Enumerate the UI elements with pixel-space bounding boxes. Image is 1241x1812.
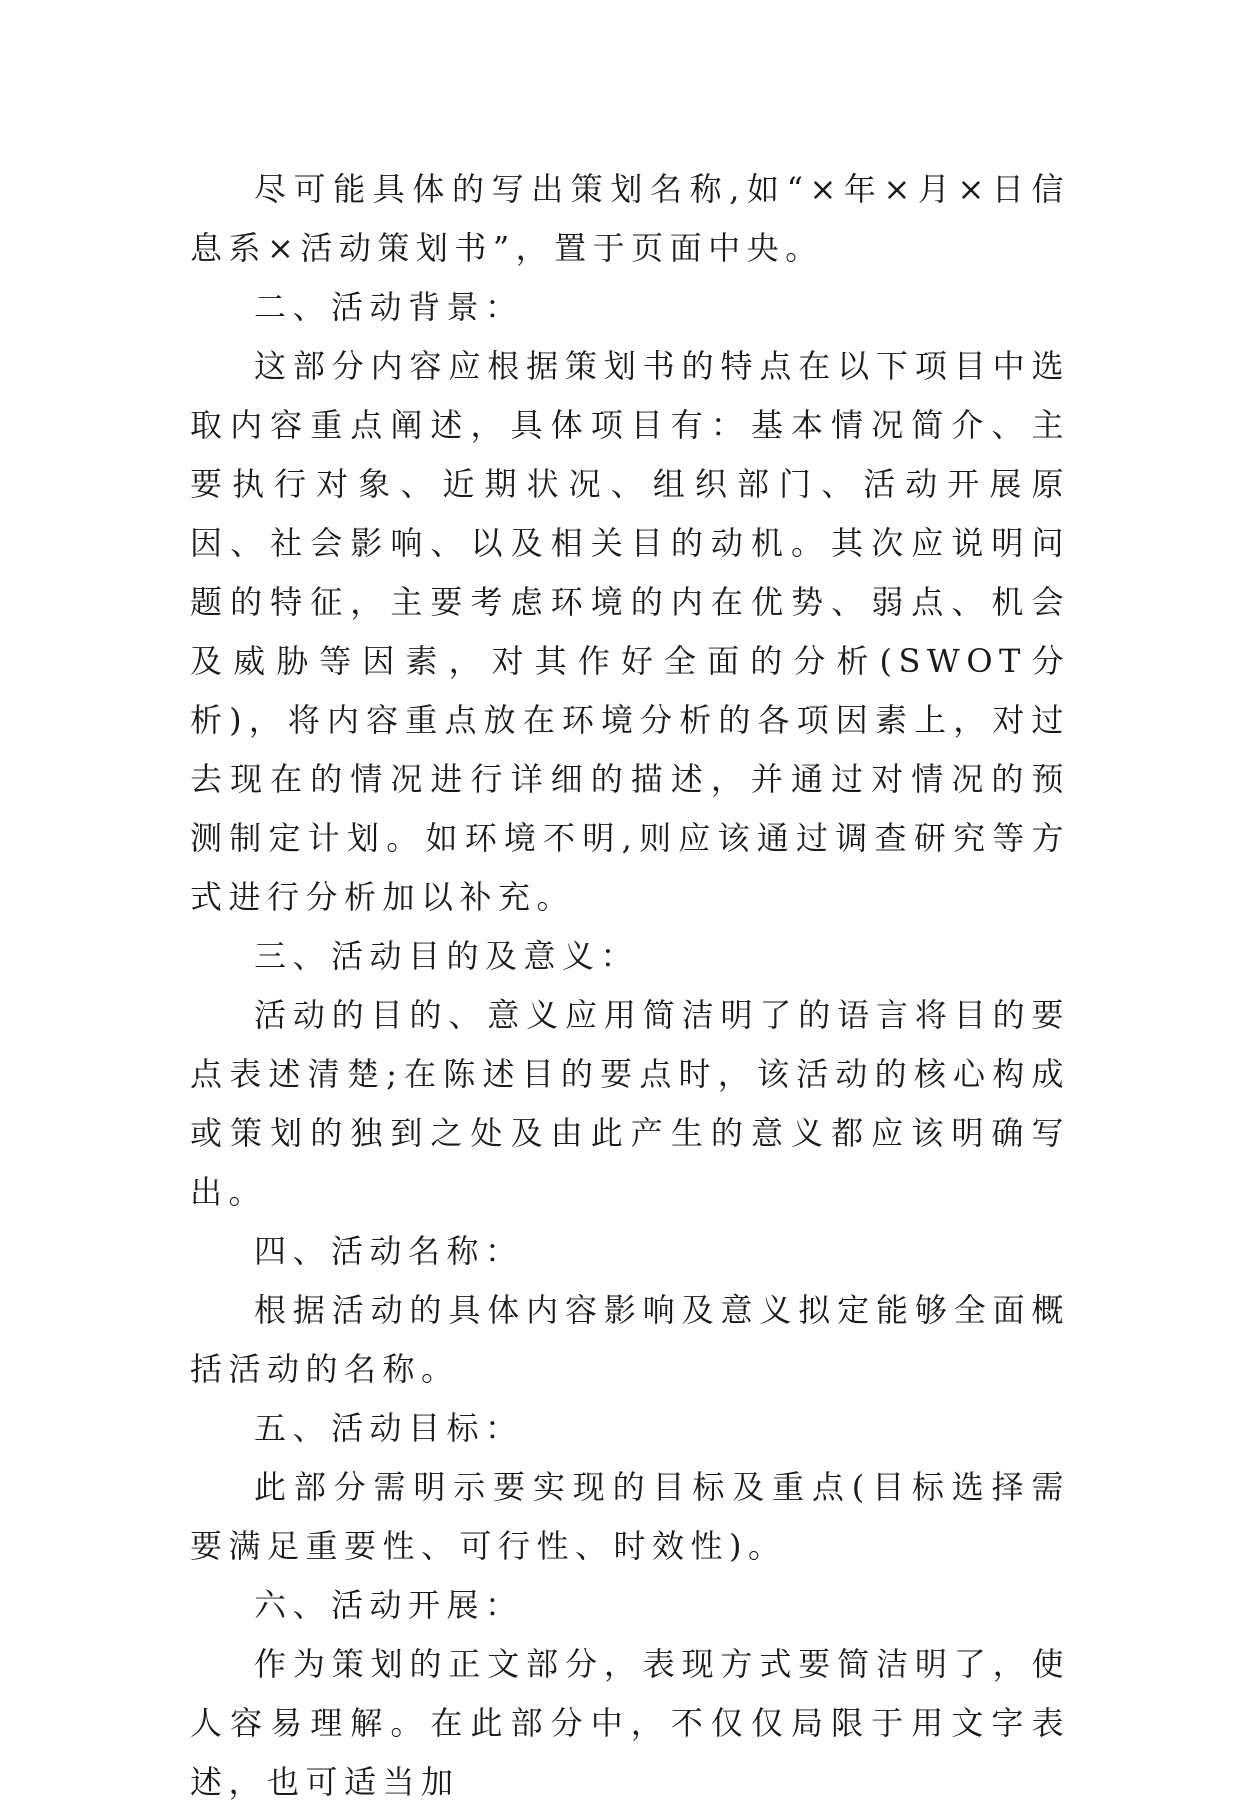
section-6-heading: 六、活动开展： (254, 1586, 524, 1624)
section-4-body: 根据活动的具体内容影响及意义拟定能够全面概括活动的名称。 (190, 1291, 1070, 1388)
section-3-body: 活动的目的、意义应用简洁明了的语言将目的要点表述清楚;在陈述目的要点时，该活动的核心构成或策划的独到之处及由此产生的意义都应该明确写出。 (190, 996, 1070, 1211)
section-2-heading: 二、活动背景： (254, 288, 524, 326)
section-4-heading: 四、活动名称： (254, 1232, 524, 1270)
section-3-heading: 三、活动目的及意义： (254, 937, 640, 975)
section-2-body: 这部分内容应根据策划书的特点在以下项目中选取内容重点阐述，具体项目有：基本情况简介、主要执行对象、近期状况、组织部门、活动开展原因、社会影响、以及相关目的动机。其次应说明问题的特征，主要考虑环境的内在优势、弱点、机会及威胁等因素，对其作好全面的分析(SWOT分析)，将内容重点放在环境分析的各项因素上，对过去现在的情况进行详细的描述，并通过对情况的预测制定计划。如环境不明,则应该通过调查研究等方式进行分析加以补充。 (190, 347, 1070, 916)
intro-paragraph: 尽可能具体的写出策划名称,如“×年×月×日信息系×活动策划书”，置于页面中央。 (190, 170, 1070, 267)
section-5-body: 此部分需明示要实现的目标及重点(目标选择需要满足重要性、可行性、时效性)。 (190, 1468, 1070, 1565)
document-body (190, 160, 1070, 1812)
section-6-body: 作为策划的正文部分，表现方式要简洁明了，使人容易理解。在此部分中，不仅仅局限于用文字表述，也可适当加 (190, 1645, 1070, 1801)
section-5-heading: 五、活动目标： (254, 1409, 524, 1447)
